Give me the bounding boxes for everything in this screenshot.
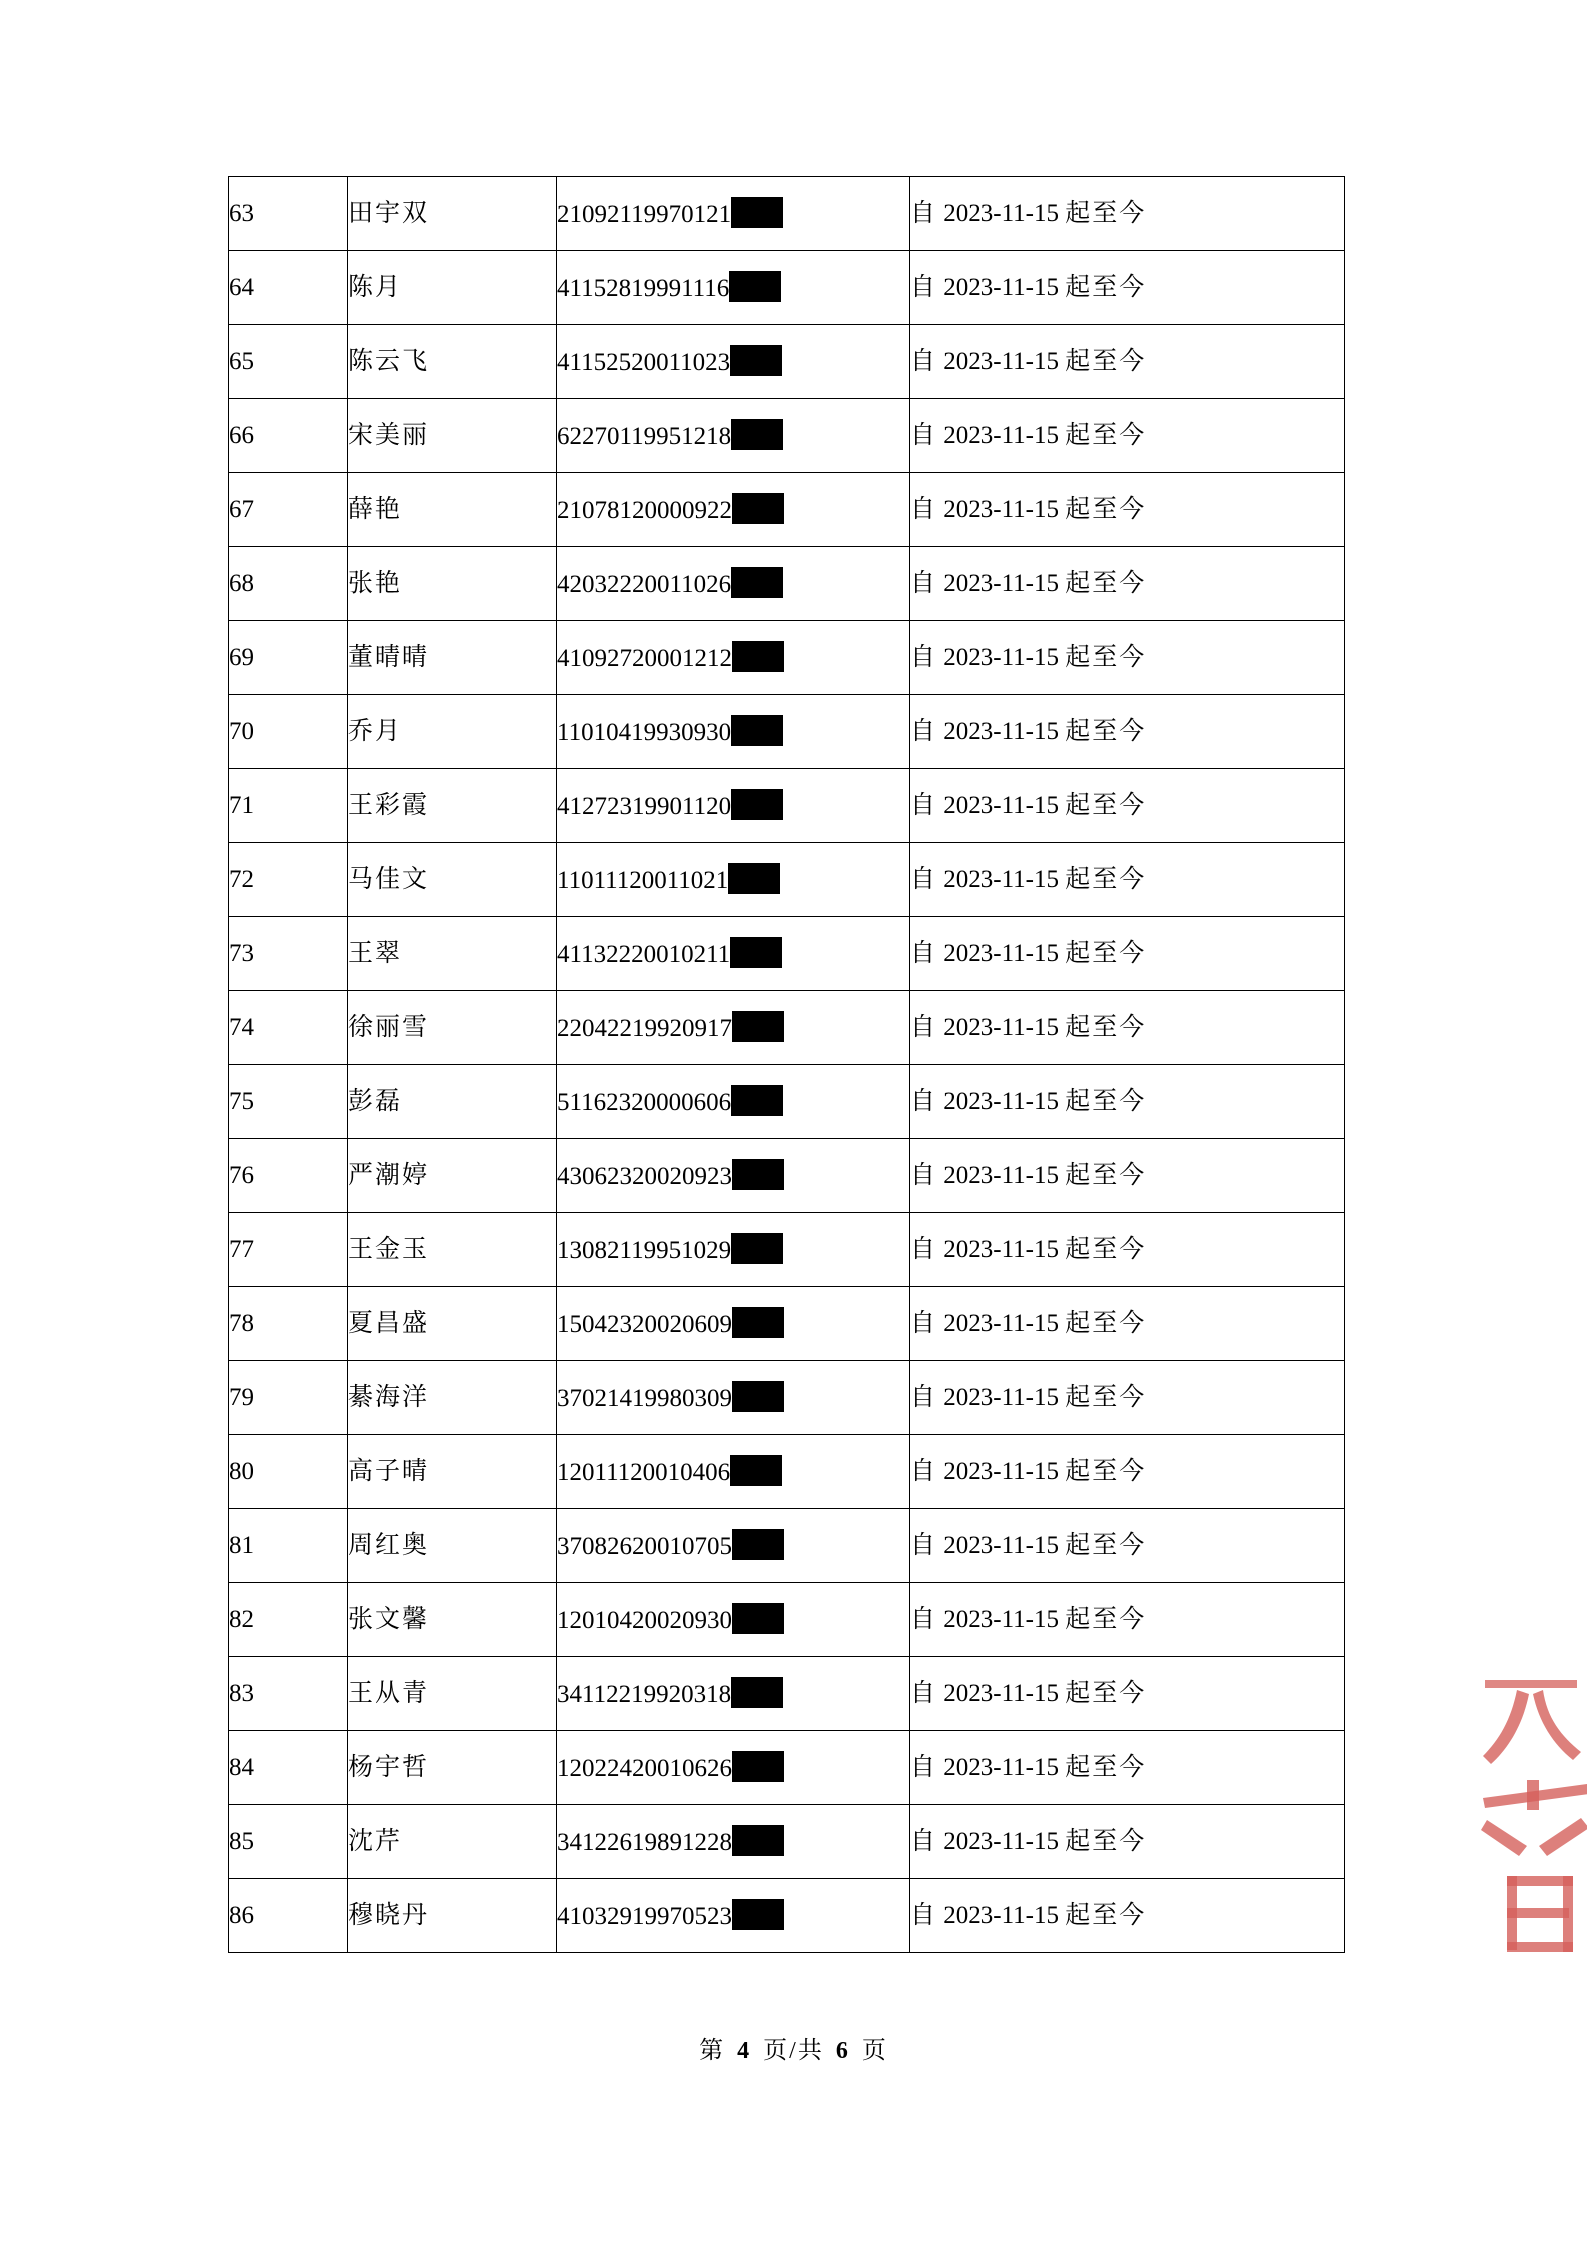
row-name-cell: 綦海洋 [348, 1361, 557, 1435]
table-row [229, 1879, 1345, 1953]
id-redaction-block [731, 1677, 783, 1708]
period-start-date: 2023-11-15 [943, 1457, 1059, 1485]
row-index-cell: 69 [229, 621, 348, 695]
row-name-cell: 王彩霞 [348, 769, 557, 843]
table-row [229, 251, 1345, 325]
footer-label-suffix: 页 [861, 2038, 888, 2064]
table-row [229, 1139, 1345, 1213]
row-index-cell: 68 [229, 547, 348, 621]
period-text [910, 1680, 1146, 1707]
row-period-cell [910, 1657, 1345, 1731]
row-name-cell: 夏昌盛 [348, 1287, 557, 1361]
row-name-cell: 张艳 [348, 547, 557, 621]
table-row [229, 1509, 1345, 1583]
red-official-seal-icon [1477, 1660, 1587, 1960]
row-index-cell: 77 [229, 1213, 348, 1287]
row-index-cell: 74 [229, 991, 348, 1065]
row-name-cell: 严潮婷 [348, 1139, 557, 1213]
period-prefix: 自 [910, 495, 938, 523]
row-period-cell [910, 325, 1345, 399]
row-name-cell: 彭磊 [348, 1065, 557, 1139]
id-redaction-block [732, 1751, 784, 1782]
row-index-cell: 71 [229, 769, 348, 843]
row-index-cell: 64 [229, 251, 348, 325]
row-index-cell: 66 [229, 399, 348, 473]
period-start-date: 2023-11-15 [943, 1605, 1059, 1633]
id-number-visible: 41132220010211 [557, 941, 731, 968]
row-period-cell [910, 1583, 1345, 1657]
row-id-cell [557, 991, 910, 1065]
row-period-cell [910, 695, 1345, 769]
id-number-visible: 41272319901120 [557, 793, 732, 820]
id-redaction-block [729, 271, 781, 302]
period-suffix: 起至今 [1065, 495, 1147, 523]
row-id-cell [557, 473, 910, 547]
row-index-cell: 75 [229, 1065, 348, 1139]
period-text [910, 496, 1146, 523]
row-id-cell [557, 621, 910, 695]
period-text [910, 1088, 1146, 1115]
id-redaction-block [732, 1011, 784, 1042]
period-suffix: 起至今 [1065, 1383, 1147, 1411]
period-suffix: 起至今 [1065, 643, 1147, 671]
period-prefix: 自 [910, 421, 938, 449]
table-row [229, 769, 1345, 843]
id-number-visible: 62270119951218 [557, 423, 732, 450]
row-name-cell: 王金玉 [348, 1213, 557, 1287]
row-index-cell: 63 [229, 177, 348, 251]
row-index-cell: 85 [229, 1805, 348, 1879]
id-redaction-block [732, 1899, 784, 1930]
row-id-cell [557, 1065, 910, 1139]
period-prefix: 自 [910, 1383, 938, 1411]
period-prefix: 自 [910, 1013, 938, 1041]
row-id-cell [557, 1213, 910, 1287]
table-row [229, 1657, 1345, 1731]
period-text [910, 348, 1146, 375]
row-period-cell [910, 843, 1345, 917]
row-period-cell [910, 1287, 1345, 1361]
period-suffix: 起至今 [1065, 273, 1147, 301]
period-prefix: 自 [910, 791, 938, 819]
period-start-date: 2023-11-15 [943, 1531, 1059, 1559]
row-period-cell [910, 1509, 1345, 1583]
row-id-cell [557, 177, 910, 251]
row-index-cell: 78 [229, 1287, 348, 1361]
row-name-cell: 杨宇哲 [348, 1731, 557, 1805]
id-number-visible: 34112219920318 [557, 1681, 732, 1708]
period-text [910, 1754, 1146, 1781]
footer-label-middle: 页/共 [763, 2038, 824, 2064]
period-start-date: 2023-11-15 [943, 273, 1059, 301]
row-name-cell: 王从青 [348, 1657, 557, 1731]
period-start-date: 2023-11-15 [943, 717, 1059, 745]
row-id-cell [557, 1435, 910, 1509]
row-period-cell [910, 177, 1345, 251]
row-id-cell [557, 1509, 910, 1583]
id-number-visible: 11011120011021 [557, 867, 729, 894]
id-number-visible: 12010420020930 [557, 1607, 732, 1634]
id-number-visible: 41032919970523 [557, 1903, 732, 1930]
id-redaction-block [732, 1529, 784, 1560]
period-text [910, 866, 1146, 893]
period-suffix: 起至今 [1065, 1531, 1147, 1559]
row-name-cell: 陈月 [348, 251, 557, 325]
row-index-cell: 81 [229, 1509, 348, 1583]
roster-table [228, 176, 1345, 1953]
period-start-date: 2023-11-15 [943, 347, 1059, 375]
row-period-cell [910, 1065, 1345, 1139]
period-prefix: 自 [910, 273, 938, 301]
period-prefix: 自 [910, 1753, 938, 1781]
row-id-cell [557, 769, 910, 843]
period-start-date: 2023-11-15 [943, 865, 1059, 893]
row-period-cell [910, 473, 1345, 547]
period-suffix: 起至今 [1065, 939, 1147, 967]
table-row [229, 843, 1345, 917]
row-name-cell: 穆晓丹 [348, 1879, 557, 1953]
id-redaction-block [731, 715, 783, 746]
id-number-visible: 41092720001212 [557, 645, 732, 672]
period-prefix: 自 [910, 717, 938, 745]
period-prefix: 自 [910, 569, 938, 597]
row-name-cell: 乔月 [348, 695, 557, 769]
id-number-visible: 41152819991116 [557, 275, 730, 302]
id-redaction-block [732, 1381, 784, 1412]
page-footer [0, 2030, 1587, 2065]
period-start-date: 2023-11-15 [943, 199, 1059, 227]
table-row [229, 991, 1345, 1065]
period-suffix: 起至今 [1065, 1161, 1147, 1189]
period-suffix: 起至今 [1065, 1827, 1147, 1855]
period-text [910, 1236, 1146, 1263]
period-prefix: 自 [910, 1531, 938, 1559]
period-suffix: 起至今 [1065, 1753, 1147, 1781]
id-number-visible: 43062320020923 [557, 1163, 732, 1190]
period-start-date: 2023-11-15 [943, 1309, 1059, 1337]
row-name-cell: 陈云飞 [348, 325, 557, 399]
table-row [229, 917, 1345, 991]
row-id-cell [557, 917, 910, 991]
row-name-cell: 沈芹 [348, 1805, 557, 1879]
table-row [229, 399, 1345, 473]
period-suffix: 起至今 [1065, 865, 1147, 893]
table-row [229, 1213, 1345, 1287]
period-start-date: 2023-11-15 [943, 1383, 1059, 1411]
row-name-cell: 王翠 [348, 917, 557, 991]
period-prefix: 自 [910, 1901, 938, 1929]
row-index-cell: 82 [229, 1583, 348, 1657]
period-prefix: 自 [910, 1087, 938, 1115]
table-row [229, 177, 1345, 251]
id-redaction-block [731, 1085, 783, 1116]
period-prefix: 自 [910, 1235, 938, 1263]
id-number-visible: 41152520011023 [557, 349, 731, 376]
period-prefix: 自 [910, 643, 938, 671]
id-redaction-block [732, 641, 784, 672]
row-name-cell: 高子晴 [348, 1435, 557, 1509]
id-redaction-block [732, 1825, 784, 1856]
id-number-visible: 11010419930930 [557, 719, 732, 746]
period-start-date: 2023-11-15 [943, 643, 1059, 671]
id-redaction-block [732, 1603, 784, 1634]
row-id-cell [557, 1805, 910, 1879]
period-suffix: 起至今 [1065, 1309, 1147, 1337]
period-start-date: 2023-11-15 [943, 791, 1059, 819]
table-row [229, 1361, 1345, 1435]
row-id-cell [557, 1583, 910, 1657]
row-index-cell: 76 [229, 1139, 348, 1213]
id-redaction-block [731, 197, 783, 228]
period-start-date: 2023-11-15 [943, 1753, 1059, 1781]
row-name-cell: 田宇双 [348, 177, 557, 251]
row-id-cell [557, 843, 910, 917]
period-prefix: 自 [910, 939, 938, 967]
row-period-cell [910, 1879, 1345, 1953]
period-text [910, 1384, 1146, 1411]
row-id-cell [557, 1287, 910, 1361]
row-id-cell [557, 1139, 910, 1213]
period-start-date: 2023-11-15 [943, 569, 1059, 597]
row-period-cell [910, 547, 1345, 621]
id-number-visible: 21078120000922 [557, 497, 732, 524]
row-id-cell [557, 695, 910, 769]
row-index-cell: 65 [229, 325, 348, 399]
period-suffix: 起至今 [1065, 1013, 1147, 1041]
row-name-cell: 张文馨 [348, 1583, 557, 1657]
table-row [229, 1435, 1345, 1509]
row-index-cell: 67 [229, 473, 348, 547]
period-prefix: 自 [910, 1605, 938, 1633]
row-period-cell [910, 251, 1345, 325]
period-suffix: 起至今 [1065, 1457, 1147, 1485]
table-row [229, 1805, 1345, 1879]
row-index-cell: 79 [229, 1361, 348, 1435]
period-text [910, 1014, 1146, 1041]
id-number-visible: 15042320020609 [557, 1311, 732, 1338]
period-start-date: 2023-11-15 [943, 421, 1059, 449]
id-redaction-block [730, 937, 782, 968]
period-suffix: 起至今 [1065, 1605, 1147, 1633]
footer-label-prefix: 第 [699, 2038, 726, 2064]
row-period-cell [910, 991, 1345, 1065]
row-id-cell [557, 325, 910, 399]
period-text [910, 1606, 1146, 1633]
period-text [910, 570, 1146, 597]
table-row [229, 695, 1345, 769]
table-row [229, 621, 1345, 695]
period-suffix: 起至今 [1065, 199, 1147, 227]
row-id-cell [557, 399, 910, 473]
period-prefix: 自 [910, 1457, 938, 1485]
period-suffix: 起至今 [1065, 347, 1147, 375]
row-name-cell: 徐丽雪 [348, 991, 557, 1065]
period-start-date: 2023-11-15 [943, 1087, 1059, 1115]
period-start-date: 2023-11-15 [943, 1827, 1059, 1855]
row-id-cell [557, 1731, 910, 1805]
id-redaction-block [732, 1307, 784, 1338]
id-number-visible: 21092119970121 [557, 201, 732, 228]
period-text [910, 1902, 1146, 1929]
table-row [229, 1731, 1345, 1805]
period-text [910, 1532, 1146, 1559]
period-suffix: 起至今 [1065, 421, 1147, 449]
id-number-visible: 51162320000606 [557, 1089, 732, 1116]
period-text [910, 1458, 1146, 1485]
period-suffix: 起至今 [1065, 1679, 1147, 1707]
period-text [910, 1162, 1146, 1189]
period-text [910, 644, 1146, 671]
row-name-cell: 宋美丽 [348, 399, 557, 473]
period-text [910, 1828, 1146, 1855]
period-prefix: 自 [910, 865, 938, 893]
row-index-cell: 73 [229, 917, 348, 991]
id-redaction-block [732, 1159, 784, 1190]
period-text [910, 1310, 1146, 1337]
footer-total-pages: 6 [835, 2038, 850, 2064]
row-index-cell: 84 [229, 1731, 348, 1805]
id-number-visible: 34122619891228 [557, 1829, 732, 1856]
roster-table-container [228, 176, 1340, 1953]
row-period-cell [910, 621, 1345, 695]
period-text [910, 718, 1146, 745]
id-number-visible: 12022420010626 [557, 1755, 732, 1782]
table-row [229, 473, 1345, 547]
id-redaction-block [730, 345, 782, 376]
period-suffix: 起至今 [1065, 569, 1147, 597]
period-prefix: 自 [910, 347, 938, 375]
row-period-cell [910, 1139, 1345, 1213]
period-start-date: 2023-11-15 [943, 1235, 1059, 1263]
row-period-cell [910, 1213, 1345, 1287]
row-index-cell: 86 [229, 1879, 348, 1953]
id-redaction-block [731, 1233, 783, 1264]
period-start-date: 2023-11-15 [943, 939, 1059, 967]
period-suffix: 起至今 [1065, 791, 1147, 819]
period-text [910, 422, 1146, 449]
row-index-cell: 83 [229, 1657, 348, 1731]
period-start-date: 2023-11-15 [943, 1161, 1059, 1189]
table-row [229, 547, 1345, 621]
table-row [229, 1287, 1345, 1361]
row-name-cell: 周红奥 [348, 1509, 557, 1583]
row-period-cell [910, 399, 1345, 473]
row-period-cell [910, 1435, 1345, 1509]
row-id-cell [557, 1361, 910, 1435]
id-redaction-block [731, 567, 783, 598]
id-redaction-block [732, 493, 784, 524]
row-id-cell [557, 1879, 910, 1953]
period-suffix: 起至今 [1065, 1087, 1147, 1115]
period-start-date: 2023-11-15 [943, 1901, 1059, 1929]
id-number-visible: 37021419980309 [557, 1385, 732, 1412]
row-name-cell: 董晴晴 [348, 621, 557, 695]
period-prefix: 自 [910, 199, 938, 227]
row-id-cell [557, 251, 910, 325]
row-name-cell: 薛艳 [348, 473, 557, 547]
id-redaction-block [730, 1455, 782, 1486]
row-period-cell [910, 1361, 1345, 1435]
id-number-visible: 13082119951029 [557, 1237, 732, 1264]
period-text [910, 792, 1146, 819]
row-name-cell: 马佳文 [348, 843, 557, 917]
id-redaction-block [731, 419, 783, 450]
row-index-cell: 80 [229, 1435, 348, 1509]
period-text [910, 940, 1146, 967]
period-text [910, 274, 1146, 301]
period-prefix: 自 [910, 1679, 938, 1707]
footer-current-page: 4 [737, 2038, 752, 2064]
table-row [229, 1065, 1345, 1139]
row-period-cell [910, 1731, 1345, 1805]
table-row [229, 325, 1345, 399]
id-redaction-block [728, 863, 780, 894]
period-prefix: 自 [910, 1827, 938, 1855]
period-text [910, 200, 1146, 227]
id-number-visible: 42032220011026 [557, 571, 732, 598]
row-index-cell: 70 [229, 695, 348, 769]
period-start-date: 2023-11-15 [943, 1679, 1059, 1707]
id-redaction-block [731, 789, 783, 820]
id-number-visible: 12011120010406 [557, 1459, 731, 1486]
row-period-cell [910, 917, 1345, 991]
row-id-cell [557, 547, 910, 621]
id-number-visible: 22042219920917 [557, 1015, 732, 1042]
id-number-visible: 37082620010705 [557, 1533, 732, 1560]
row-index-cell: 72 [229, 843, 348, 917]
row-period-cell [910, 769, 1345, 843]
period-suffix: 起至今 [1065, 1901, 1147, 1929]
table-row [229, 1583, 1345, 1657]
period-suffix: 起至今 [1065, 717, 1147, 745]
period-start-date: 2023-11-15 [943, 495, 1059, 523]
period-start-date: 2023-11-15 [943, 1013, 1059, 1041]
period-suffix: 起至今 [1065, 1235, 1147, 1263]
period-prefix: 自 [910, 1161, 938, 1189]
row-id-cell [557, 1657, 910, 1731]
period-prefix: 自 [910, 1309, 938, 1337]
row-period-cell [910, 1805, 1345, 1879]
